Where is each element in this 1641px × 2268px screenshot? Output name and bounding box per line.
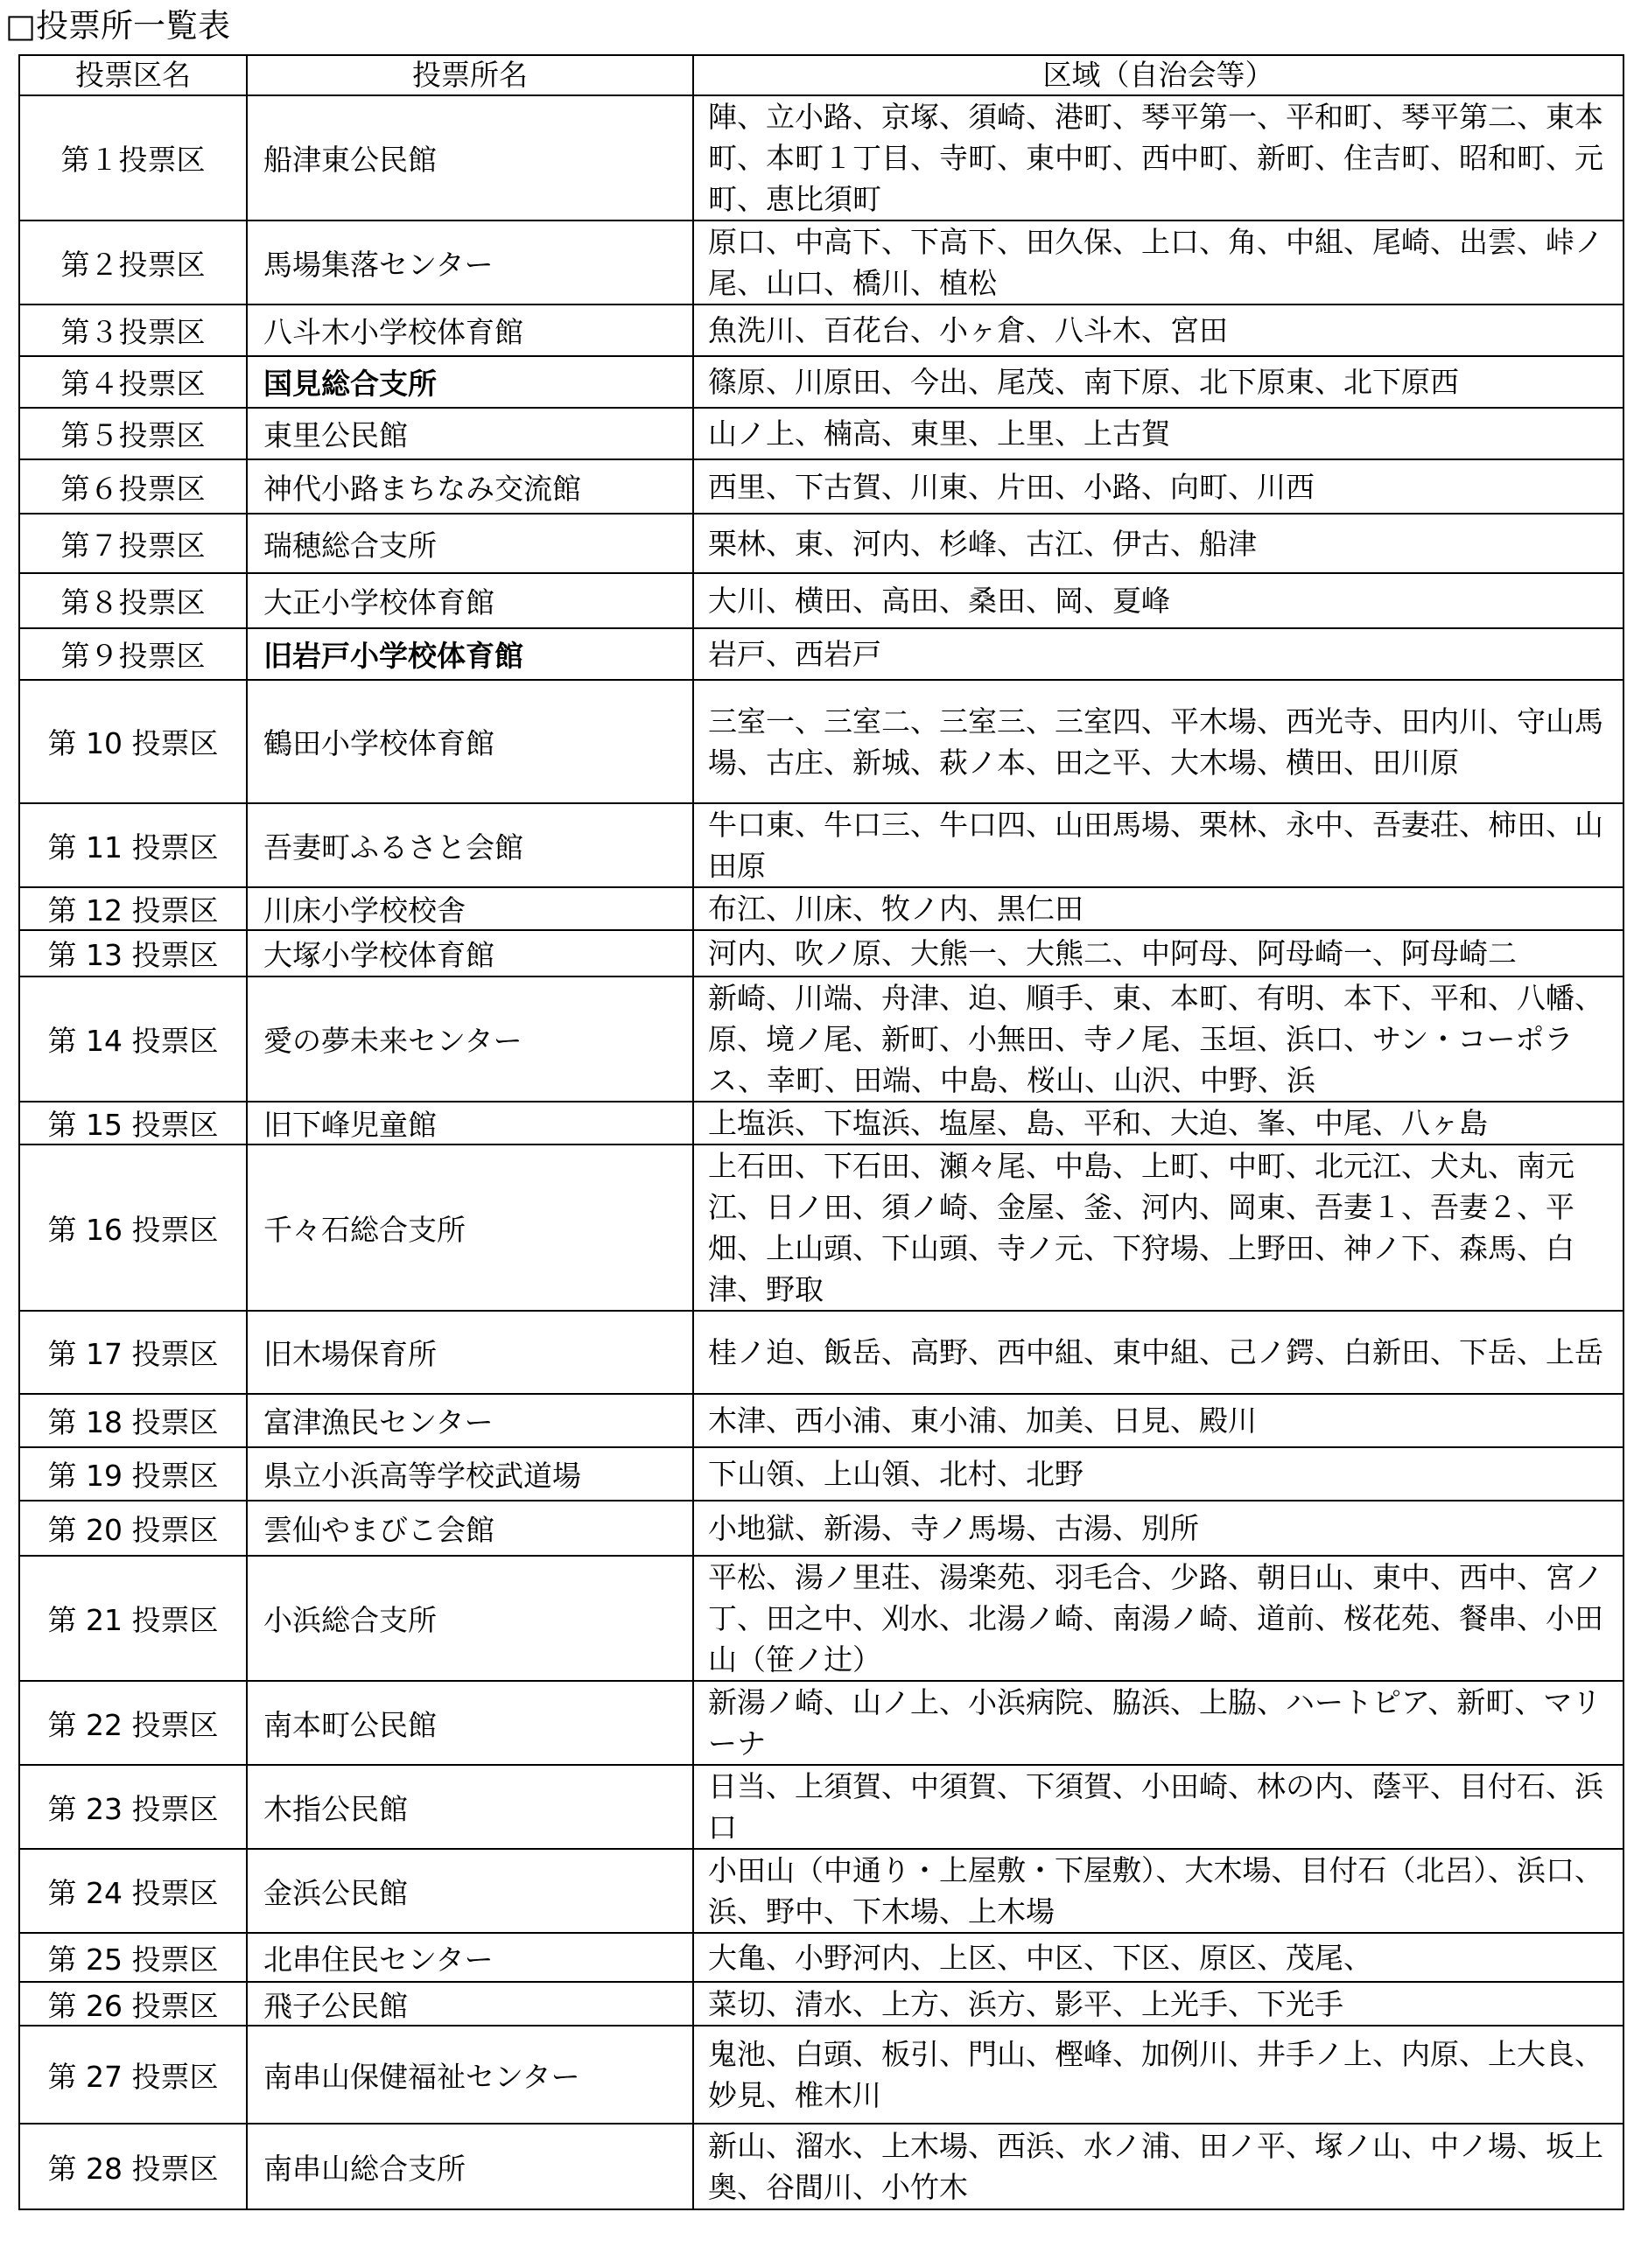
station-cell: 飛子公民館: [247, 1982, 693, 2026]
district-cell: 第 15 投票区: [19, 1102, 247, 1144]
station-cell: 旧木場保育所: [247, 1311, 693, 1394]
district-cell: 第 12 投票区: [19, 887, 247, 930]
station-cell: 雲仙やまびこ会館: [247, 1501, 693, 1556]
table-row: [19, 1556, 1623, 1681]
table-row: [19, 1447, 1623, 1501]
station-cell: 神代小路まちなみ交流館: [247, 459, 693, 514]
district-cell: 第 10 投票区: [19, 680, 247, 803]
station-cell: 馬場集落センター: [247, 220, 693, 304]
area-cell: 篠原、川原田、今出、尾茂、南下原、北下原東、北下原西: [693, 356, 1623, 408]
station-cell: 南串山総合支所: [247, 2124, 693, 2209]
area-cell: 三室一、三室二、三室三、三室四、平木場、西光寺、田内川、守山馬場、古庄、新城、萩ノ本、田之平、大木場、横田、田川原: [693, 680, 1623, 803]
station-cell: 愛の夢未来センター: [247, 976, 693, 1102]
area-cell: 平松、湯ノ里荘、湯楽苑、羽毛合、少路、朝日山、東中、西中、宮ノ丁、田之中、刈水、北湯ノ崎、南湯ノ崎、道前、桜花苑、餐串、小田山（笹ノ辻）: [693, 1556, 1623, 1681]
station-cell: 吾妻町ふるさと会館: [247, 803, 693, 887]
station-cell: 南串山保健福祉センター: [247, 2026, 693, 2124]
area-cell: 原口、中高下、下高下、田久保、上口、角、中組、尾崎、出雲、峠ノ尾、山口、橋川、植松: [693, 220, 1623, 304]
area-cell: 上石田、下石田、瀬々尾、中島、上町、中町、北元江、犬丸、南元江、日ノ田、須ノ崎、金屋、釜、河内、岡東、吾妻１、吾妻２、平畑、上山頭、下山頭、寺ノ元、下狩場、上野田、神ノ下、森馬、白津、野取: [693, 1144, 1623, 1311]
table-row: [19, 680, 1623, 803]
area-cell: 栗林、東、河内、杉峰、古江、伊古、船津: [693, 514, 1623, 573]
district-cell: 第４投票区: [19, 356, 247, 408]
area-cell: 大亀、小野河内、上区、中区、下区、原区、茂尾、: [693, 1933, 1623, 1982]
polling-station-table: [18, 54, 1624, 2210]
table-row: [19, 1144, 1623, 1311]
district-cell: 第８投票区: [19, 573, 247, 628]
table-row: [19, 95, 1623, 220]
district-cell: 第 18 投票区: [19, 1394, 247, 1447]
station-cell: 八斗木小学校体育館: [247, 304, 693, 356]
district-cell: 第 14 投票区: [19, 976, 247, 1102]
district-cell: 第 16 投票区: [19, 1144, 247, 1311]
table-row: [19, 356, 1623, 408]
district-cell: 第２投票区: [19, 220, 247, 304]
station-cell: 千々石総合支所: [247, 1144, 693, 1311]
table-row: [19, 1394, 1623, 1447]
area-cell: 木津、西小浦、東小浦、加美、日見、殿川: [693, 1394, 1623, 1447]
district-cell: 第 28 投票区: [19, 2124, 247, 2209]
station-cell: 大正小学校体育館: [247, 573, 693, 628]
area-cell: 小地獄、新湯、寺ノ馬場、古湯、別所: [693, 1501, 1623, 1556]
station-cell: 旧下峰児童館: [247, 1102, 693, 1144]
table-row: [19, 573, 1623, 628]
district-cell: 第 22 投票区: [19, 1681, 247, 1765]
district-cell: 第 25 投票区: [19, 1933, 247, 1982]
district-cell: 第 13 投票区: [19, 930, 247, 976]
header-area: 区域（自治会等）: [693, 55, 1623, 95]
station-cell: 金浜公民館: [247, 1849, 693, 1933]
table-row: [19, 1681, 1623, 1765]
district-cell: 第 19 投票区: [19, 1447, 247, 1501]
area-cell: 布江、川床、牧ノ内、黒仁田: [693, 887, 1623, 930]
station-cell: 東里公民館: [247, 408, 693, 459]
district-cell: 第 11 投票区: [19, 803, 247, 887]
table-row: [19, 1933, 1623, 1982]
table-row: [19, 887, 1623, 930]
table-header-row: [19, 55, 1623, 95]
area-cell: 魚洗川、百花台、小ヶ倉、八斗木、宮田: [693, 304, 1623, 356]
area-cell: 山ノ上、楠高、東里、上里、上古賀: [693, 408, 1623, 459]
district-cell: 第３投票区: [19, 304, 247, 356]
station-cell: 旧岩戸小学校体育館: [247, 628, 693, 680]
district-cell: 第 17 投票区: [19, 1311, 247, 1394]
station-cell: 小浜総合支所: [247, 1556, 693, 1681]
station-cell: 南本町公民館: [247, 1681, 693, 1765]
table-row: [19, 803, 1623, 887]
table-row: [19, 1311, 1623, 1394]
station-cell: 富津漁民センター: [247, 1394, 693, 1447]
district-cell: 第７投票区: [19, 514, 247, 573]
station-cell: 大塚小学校体育館: [247, 930, 693, 976]
district-cell: 第 21 投票区: [19, 1556, 247, 1681]
area-cell: 上塩浜、下塩浜、塩屋、島、平和、大迫、峯、中尾、八ヶ島: [693, 1102, 1623, 1144]
table-row: [19, 628, 1623, 680]
district-cell: 第 23 投票区: [19, 1765, 247, 1849]
station-cell: 北串住民センター: [247, 1933, 693, 1982]
header-district: 投票区名: [19, 55, 247, 95]
area-cell: 岩戸、西岩戸: [693, 628, 1623, 680]
district-cell: 第６投票区: [19, 459, 247, 514]
area-cell: 河内、吹ノ原、大熊一、大熊二、中阿母、阿母崎一、阿母崎二: [693, 930, 1623, 976]
table-row: [19, 459, 1623, 514]
table-row: [19, 1982, 1623, 2026]
area-cell: 大川、横田、高田、桑田、岡、夏峰: [693, 573, 1623, 628]
station-cell: 県立小浜高等学校武道場: [247, 1447, 693, 1501]
area-cell: 下山領、上山領、北村、北野: [693, 1447, 1623, 1501]
table-row: [19, 2026, 1623, 2124]
area-cell: 鬼池、白頭、板引、門山、樫峰、加例川、井手ノ上、内原、上大良、妙見、椎木川: [693, 2026, 1623, 2124]
area-cell: 桂ノ迫、飯岳、高野、西中組、東中組、己ノ鍔、白新田、下岳、上岳: [693, 1311, 1623, 1394]
area-cell: 新湯ノ崎、山ノ上、小浜病院、脇浜、上脇、ハートピア、新町、マリーナ: [693, 1681, 1623, 1765]
district-cell: 第１投票区: [19, 95, 247, 220]
district-cell: 第５投票区: [19, 408, 247, 459]
area-cell: 新山、溜水、上木場、西浜、水ノ浦、田ノ平、塚ノ山、中ノ場、坂上奥、谷間川、小竹木: [693, 2124, 1623, 2209]
area-cell: 西里、下古賀、川東、片田、小路、向町、川西: [693, 459, 1623, 514]
document-title: □投票所一覧表: [5, 7, 230, 45]
table-row: [19, 1849, 1623, 1933]
district-cell: 第 20 投票区: [19, 1501, 247, 1556]
station-cell: 船津東公民館: [247, 95, 693, 220]
station-cell: 川床小学校校舎: [247, 887, 693, 930]
table-row: [19, 220, 1623, 304]
district-cell: 第９投票区: [19, 628, 247, 680]
station-cell: 木指公民館: [247, 1765, 693, 1849]
district-cell: 第 27 投票区: [19, 2026, 247, 2124]
area-cell: 陣、立小路、京塚、須崎、港町、琴平第一、平和町、琴平第二、東本町、本町１丁目、寺町、東中町、西中町、新町、住吉町、昭和町、元町、恵比須町: [693, 95, 1623, 220]
table-row: [19, 1102, 1623, 1144]
table-row: [19, 1765, 1623, 1849]
table-row: [19, 408, 1623, 459]
header-station: 投票所名: [247, 55, 693, 95]
station-cell: 鶴田小学校体育館: [247, 680, 693, 803]
table-row: [19, 930, 1623, 976]
station-cell: 国見総合支所: [247, 356, 693, 408]
area-cell: 菜切、清水、上方、浜方、影平、上光手、下光手: [693, 1982, 1623, 2026]
area-cell: 牛口東、牛口三、牛口四、山田馬場、栗林、永中、吾妻荘、柿田、山田原: [693, 803, 1623, 887]
area-cell: 小田山（中通り・上屋敷・下屋敷）、大木場、目付石（北呂）、浜口、浜、野中、下木場、上木場: [693, 1849, 1623, 1933]
station-cell: 瑞穂総合支所: [247, 514, 693, 573]
table-row: [19, 1501, 1623, 1556]
area-cell: 新崎、川端、舟津、迫、順手、東、本町、有明、本下、平和、八幡、原、境ノ尾、新町、小無田、寺ノ尾、玉垣、浜口、サン・コーポラス、幸町、田端、中島、桜山、山沢、中野、浜: [693, 976, 1623, 1102]
district-cell: 第 26 投票区: [19, 1982, 247, 2026]
table-row: [19, 514, 1623, 573]
district-cell: 第 24 投票区: [19, 1849, 247, 1933]
table-row: [19, 976, 1623, 1102]
area-cell: 日当、上須賀、中須賀、下須賀、小田崎、林の内、蔭平、目付石、浜口: [693, 1765, 1623, 1849]
table-row: [19, 2124, 1623, 2209]
table-row: [19, 304, 1623, 356]
